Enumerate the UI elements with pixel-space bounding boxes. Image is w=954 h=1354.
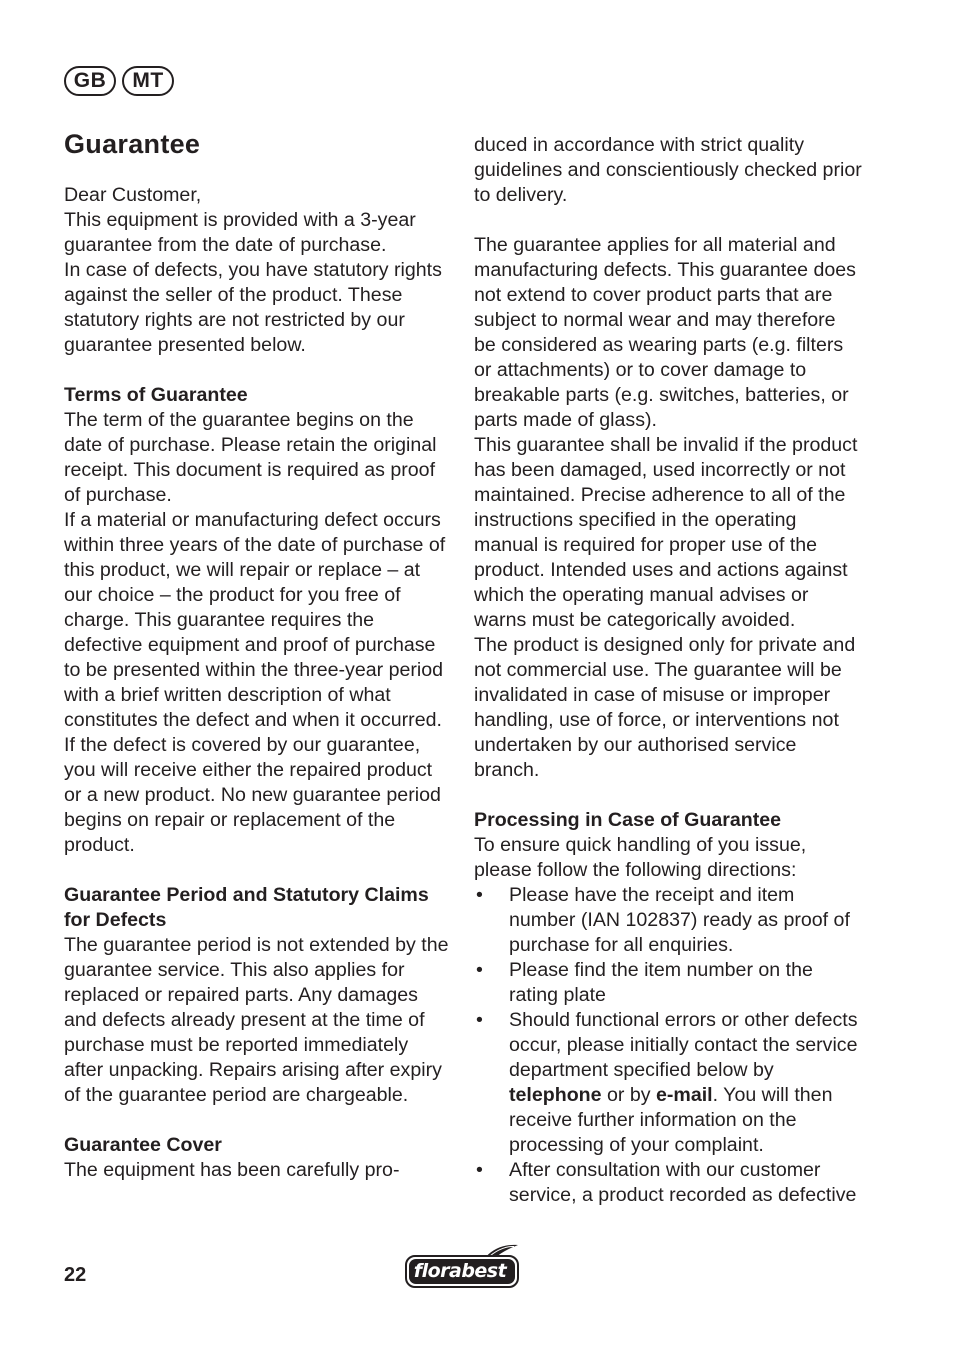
list-item-text: or by	[601, 1084, 656, 1106]
list-item	[474, 1008, 862, 1158]
page-title: Guarantee	[64, 129, 201, 159]
cover-paragraph-continued: duced in accordance with strict quality guidelines and conscientiously checked prior to delivery.	[474, 134, 862, 206]
left-column	[64, 129, 450, 1183]
intro-paragraph: This equipment is provided with a 3-year guarantee from the date of purchase.	[64, 209, 416, 256]
list-item: • After consultation with our customer service, a product recorded as defective	[474, 1158, 862, 1208]
lang-badge-gb: GB	[64, 66, 116, 96]
brand-name: florabest	[413, 1260, 507, 1282]
lang-badge-mt: MT	[122, 66, 174, 96]
language-badges	[64, 66, 174, 96]
period-paragraph: The guarantee period is not extended by the guarantee service. This also applies for replaced or repaired parts. Any damages and defects already present at the time of purchase must be reported immediately after unpacking. Repairs arising after expiry of the guarantee period are chargeable.	[64, 934, 449, 1106]
intro-greeting: Dear Customer,	[64, 184, 202, 206]
list-item-text: Should functional errors or other defects occur, please initially contact the service department specified below by	[509, 1009, 858, 1081]
list-item-text: . You will then receive further information on the processing of your complaint.	[509, 1084, 833, 1156]
list-item: • Please find the item number on the rating plate	[474, 958, 862, 1008]
terms-paragraph: If the defect is covered by our guarantee, you will receive either the repaired product or a new product. No new guarantee period begins on repair or replacement of the product.	[64, 734, 441, 856]
terms-paragraph: If a material or manufacturing defect occurs within three years of the date of purchase of this product, we will repair or replace – at our choice – the product for you free of charge. This guarantee requires the defective equipment and proof of purchase to be presented within the three-year period with a brief written description of what constitutes the defect and when it occurred.	[64, 509, 446, 731]
right-column	[474, 133, 862, 1208]
telephone-emphasis: telephone	[509, 1084, 602, 1106]
section-heading-terms: Terms of Guarantee	[64, 384, 248, 406]
processing-intro: To ensure quick handling of you issue, please follow the following directions:	[474, 834, 807, 881]
section-heading-processing: Processing in Case of Guarantee	[474, 809, 782, 831]
terms-paragraph: The term of the guarantee begins on the date of purchase. Please retain the original receipt. This document is required as proof of purchase.	[64, 409, 437, 506]
section-heading-period: Guarantee Period and Statutory Claims for Defects	[64, 884, 429, 931]
page-number: 22	[64, 1264, 87, 1286]
cover-paragraph-start: The equipment has been carefully pro-	[64, 1159, 400, 1181]
email-emphasis: e-mail	[656, 1084, 713, 1106]
section-heading-cover: Guarantee Cover	[64, 1134, 222, 1156]
cover-paragraph: This guarantee shall be invalid if the product has been damaged, used incorrectly or not maintained. Precise adherence to all of the instructions specified in the operating manual is required for proper use of the product. Intended uses and actions against which the operating manual advises or warns must be categorically avoided.	[474, 434, 858, 631]
florabest-logo	[404, 1243, 522, 1291]
cover-paragraph: The guarantee applies for all material and manufacturing defects. This guarantee does not extend to cover product parts that are subject to normal wear and may therefore be considered as wearing parts (e.g. filters or attachments) or to cover damage to breakable parts (e.g. switches, batteries, or parts made of glass).	[474, 234, 856, 431]
processing-list	[474, 883, 862, 1208]
list-item: • Please have the receipt and item number (IAN 102837) ready as proof of purchase for all enquiries.	[474, 883, 862, 958]
cover-paragraph: The product is designed only for private and not commercial use. The guarantee will be invalidated in case of misuse or improper handling, use of force, or interventions not undertaken by our authorised service branch.	[474, 634, 856, 781]
intro-paragraph: In case of defects, you have statutory rights against the seller of the product. These statutory rights are not restricted by our guarantee presented below.	[64, 259, 442, 356]
